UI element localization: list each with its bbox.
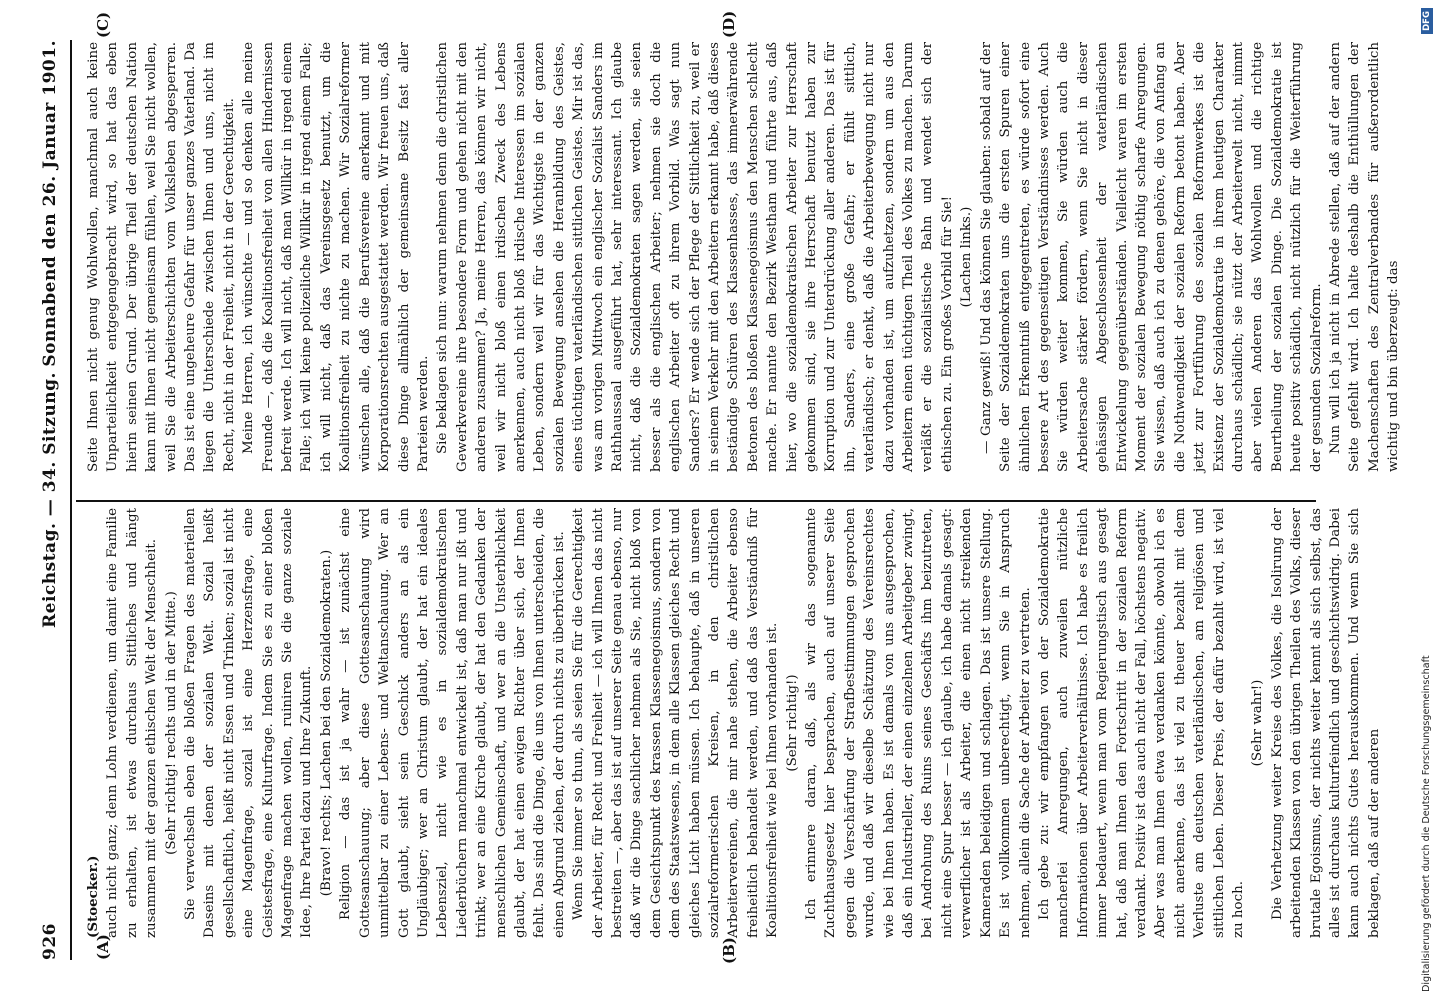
margin-marker-d: (D) — [720, 10, 738, 38]
dfg-logo-text: DFG — [1422, 11, 1432, 31]
paragraph: Sie beklagen sich nun: warum nehmen denn die christlichen Gewerkvereine ihre besondere Form und gehen nicht mit den anderen zusammen? Ja, meine Herren, das können wir nicht, weil wir nicht bloß einen irdischen Zweck des Lebens anerkennen, auch nicht bloß irdische Interessen im sozialen Leben, sondern weil wir für das Wichtigste in der ganzen sozialen Bewegung ansehen die Heranbildung des Geistes, eines tüchtigen vaterländischen sittlichen Geistes. Mir ist das, was am vorigen Mittwoch ein englischer Sozialist Sanders im Rathhaussaal ausgeführt hat, sehr interessant. Ich glaube nicht, daß die Sozialdemokraten sagen werden, sie seien besser als die englischen Arbeiter; nehmen sie doch die englischen Arbeiter oft zu ihrem Vorbild. Was sagt nun Sanders? Er wende sich der Pflege der Sittlichkeit zu, weil er in seinem Verkehr mit den Arbeitern erkannt habe, daß dieses beständige Schüren des Klassenhasses, das immerwährende Betonen des bloßen Klassenegoismus den Menschen schlecht mache. Er nannte den Bezirk Westham und führte aus, daß hier, wo die sozialdemokratischen Arbeiter zur Herrschaft gekommen sind, sie ihre Herrschaft benutzt haben zur Korruption und zur Unterdrückung aller anderen. Das ist für ihn, Sanders, eine große Gefahr; er fühlt sittlich, vaterländisch; er denkt, daß die Arbeiterbewegung nicht nur dazu vorhanden ist, um aufzuhetzen, sondern um aus den Arbeitern einen tüchtigen Theil des Volkes zu machen. Darum verläßt er die sozialistische Bahn und wendet sich der ethischen zu. Ein großes Vorbild für Sie! — [435, 42, 955, 472]
column-divider — [76, 500, 1316, 502]
header-rule — [70, 40, 72, 960]
interjection: (Sehr wahr!) — [1250, 679, 1266, 767]
paragraph: Religion — das ist ja wahr — ist zunächst eine Gottesanschauung; aber diese Gottesanschauung wird unmittelbar zu einer Lebens- und Weltanschauung. Wer an Gott glaubt, sieht sein Geschick anders an als ein Ungläubiger; wer an Christum glaubt, der hat ein ideales Lebensziel, nicht wie es in sozialdemokratischen Liederbüchern manchmal entwickelt ist, daß man nur ißt und trinkt; wer an eine Kirche glaubt, der hat den Gedanken der menschlichen Gemeinschaft, und wer an die Unsterblichkeit glaubt, der hat einen ewigen Richter über sich, der Ihnen fehlt. Das sind die Dinge, die uns von Ihnen unterscheiden, die einen Abgrund ziehen, der durch nichts zu überbrücken ist. — [338, 508, 567, 938]
paragraph: Sie verwechseln eben die bloßen Fragen des materiellen Daseins mit denen der sozialen Welt. Sozial heißt gesellschaftlich, heißt nicht Essen und Trinken; sozial ist nicht eine Magenfrage, sozial ist eine Herzensfrage, eine Geistesfrage, eine Kulturfrage. Indem Sie es zu einer bloßen Magenfrage machen wollen, ruiniren Sie die ganze soziale Idee, Ihre Partei dazu und Ihre Zukunft. — [183, 508, 315, 938]
page-number: 926 — [40, 923, 60, 960]
interjection: (Sehr richtig!) — [784, 674, 800, 772]
interjection: (Sehr richtig! rechts und in der Mitte.) — [163, 591, 179, 855]
paragraph: Die Verhetzung weiter Kreise des Volkes, die Isolirung der arbeitenden Klassen von den übrigen Theilen des Volks, dieser brutale Egoismus, der nichts weiter kennt als sich selbst, das alles ist durchaus kulturfeindlich und geschichtswidrig. Dabei kann auch nichts Gutes herauskommen. Und wenn Sie sich beklagen, daß auf der anderen — [1269, 508, 1382, 938]
paragraph: — Ganz gewiß! Und das können Sie glauben: sobald auf der Seite der Sozialdemokraten uns die ersten Spuren einer ähnlichen Erkenntniß entgegentreten, es würde sofort eine bessere Art des gegenseitigen Verständnisses werden. Auch Sie würden weiter kommen, Sie würden auch die Arbeitersache stärker fördern, wenn Sie nicht in dieser gehässigen Abgeschlossenheit der vaterländischen Entwickelung gegenüberständen. Vielleicht waren im ersten Moment der sozialen Bewegung nöthig scharfe Anregungen. Sie wissen, daß auch ich zu denen gehöre, die von Anfang an die Nothwendigkeit der sozialen Reform betont haben. Aber jetzt zur Fortführung des sozialen Reformwerkes ist die Existenz der Sozialdemokratie in ihrem heutigen Charakter durchaus schädlich; sie nützt der Arbeiterwelt nicht, nimmt aber vielen Anderen das Wohlwollen und die richtige Beurtheilung der sozialen Dinge. Die Sozialdemokratie ist heute positiv schädlich, nicht nützlich für die Weiterführung der gesunden Sozialreform. — [978, 42, 1324, 472]
right-column — [84, 42, 1402, 472]
speaker-name: (Stoecker.) — [85, 855, 101, 938]
paragraph: Nun will ich ja nicht in Abrede stellen, daß auf der andern Seite gefehlt wird. Ich halte deshalb die Enthüllungen der Machenschaften des Zentralverbandes für außerordentlich wichtig und bin überzeugt: das — [1328, 42, 1402, 472]
margin-marker-c: (C) — [94, 11, 112, 38]
page-header — [40, 40, 66, 960]
paragraph: Meine Herren, ich wünschte — und so denken alle meine Freunde —, daß die Koalitionsfreiheit von allen Hindernissen befreit werde. Ich will nicht, daß man Willkür in irgend einem Falle; ich will keine polizeiliche Willkür in irgend einem Falle; ich will nicht, daß das Vereinsgesetz benutzt, um die Koalitionsfreiheit zu nichte zu machen. Wir Sozialreformer wünschen alle, daß die Berufsvereine anerkannt und mit Korporationsrechten ausgestattet werden. Wir freuen uns, daß diese Dinge allmählich der gemeinsame Besitz fast aller Parteien werden. — [241, 42, 431, 472]
session-title: Reichstag. — 34. Sitzung. — [40, 372, 60, 628]
paragraph: Ich gebe zu: wir empfangen von der Sozialdemokratie mancherlei Anregungen, auch zuweilen nützliche Informationen über Arbeiterverhältnisse. Ich habe es freilich immer bedauert, wenn man vom Regierungstisch aus gesagt hat, daß man Ihnen den Fortschritt in der sozialen Reform verdankt. Positiv ist das auch nicht der Fall, höchstens negativ. Aber was man Ihnen etwa verdanken könnte, obwohl ich es nicht anerkenne, das ist viel zu theuer bezahlt mit dem Verluste am deutschen vaterländischen, am religiösen und sittlichen Leben. Dieser Preis, der dafür bezahlt wird, ist viel zu hoch. — [1036, 508, 1246, 938]
paragraph: Ich erinnere daran, daß, als wir das sogenannte Zuchthausgesetz hier besprachen, auch auf unserer Seite gegen die Verschärfung der Strafbestimmungen gesprochen wurde, und daß wir dieselbe Schätzung des Vereinsrechtes wie bei Ihnen haben. Es ist damals von uns ausgesprochen, daß ein Industrieller, der einen einzelnen Arbeitgeber zwingt, bei Androhung des Ruins seines Geschäfts ihm beizutreten, nicht eine Spur besser — ich glaube, ich habe damals gesagt: verwerflicher ist als Arbeiter, die einen nicht streikenden Kameraden beleidigen und schlagen. Das ist unsere Stellung. Es ist vollkommen unberechtigt, wenn Sie in Anspruch nehmen, allein die Sache der Arbeiter zu vertreten. — [804, 508, 1033, 938]
paragraph: auch nicht ganz; denn Lohn verdienen, um damit eine Familie zu erhalten, ist etwas durchaus Sittliches und hängt zusammen mit der ganzen ethischen Welt der Menschheit. — [105, 508, 160, 938]
paragraph: Wenn Sie immer so thun, als seien Sie für die Gerechtigkeit der Arbeiter, für Recht und Freiheit — ich will Ihnen das nicht bestreiten —, aber das ist auf unserer Seite genau ebenso, nur daß wir die Dinge sachlicher nehmen als Sie, nicht bloß von dem Gesichtspunkt des krassen Klassenegoismus, sondern von dem des Staatswesens, in dem alle Klassen gleiches Recht und gleiches Licht haben müssen. Ich behaupte, daß in unseren sozialreformerischen Kreisen, in den christlichen Arbeitervereinen, die mir nahe stehen, die Arbeiter ebenso freiheitlich behandelt werden, und daß das Verständniß für Koalitionsfreiheit wie bei Ihnen vorhanden ist. — [571, 508, 781, 938]
digitization-note-text: Digitalisierung gefördert durch die Deutsche Forschungsgemeinschaft — [1421, 655, 1432, 992]
left-column — [84, 508, 1382, 938]
digitization-note — [1421, 8, 1433, 992]
interjection: (Lachen links.) — [959, 206, 975, 308]
margin-marker-a: (A) — [94, 934, 112, 960]
margin-marker-b: (B) — [720, 937, 738, 964]
paragraph: Seite Ihnen nicht genug Wohlwollen, manchmal auch keine Unparteilichkeit entgegengebracht wird, so hat das eben hierin seinen Grund. Der übrige Theil der deutschen Nation kann mit Ihnen nicht gemeinsam fühlen, weil Sie nicht wollen, weil Sie die Arbeiterschichten vom Volksleben abgesperren. Das ist eine ungeheure Gefahr für unser ganzes Vaterland. Da liegen die Unterschiede zwischen Ihnen und uns, nicht im Recht, nicht in der Freiheit, nicht in der Gerechtigkeit. — [86, 42, 237, 472]
interjection: (Bravo! rechts; Lachen bei den Sozialdemokraten.) — [318, 549, 334, 897]
dfg-logo-icon — [1421, 8, 1433, 34]
session-date: Sonnabend den 26. Januar 1901. — [40, 40, 60, 367]
